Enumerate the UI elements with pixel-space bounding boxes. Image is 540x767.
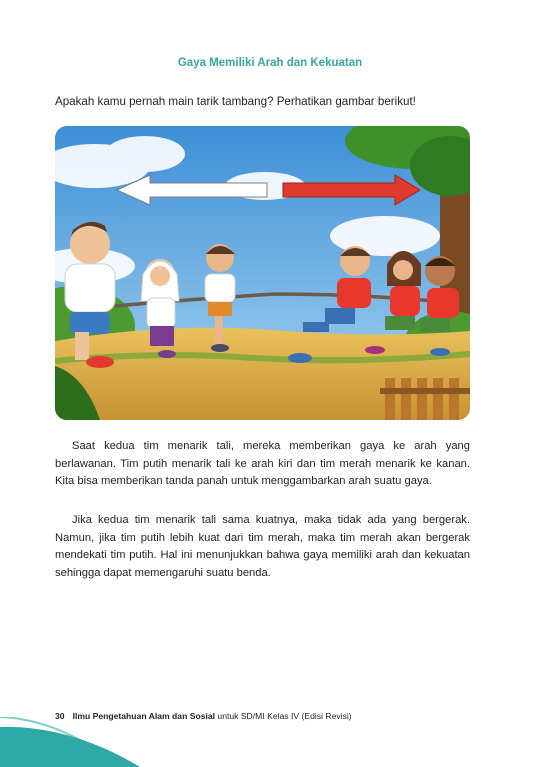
tug-of-war-illustration: [55, 126, 470, 420]
page-title: Gaya Memiliki Arah dan Kekuatan: [177, 57, 363, 69]
decorative-wave: [0, 717, 150, 767]
page-number: 30: [55, 711, 65, 721]
paragraph-1: Saat kedua tim menarik tali, mereka memberikan gaya ke arah yang berlawanan. Tim putih menarik tali ke arah kiri dan tim merah menarik ke kanan. Kita bisa memberikan tanda panah untuk menggambarkan arah suatu gaya.: [55, 440, 470, 487]
book-title: Ilmu Pengetahuan Alam dan Sosial: [72, 711, 216, 721]
intro-text: Apakah kamu pernah main tarik tambang? Perhatikan gambar berikut!: [55, 95, 416, 108]
paragraph-2: Jika kedua tim menarik tali sama kuatnya, maka tidak ada yang bergerak. Namun, jika tim putih lebih kuat dari tim merah, maka tim merah akan bergerak mendekati tim putih. Hal ini menunjukkan bahwa gaya memiliki arah dan kekuatan sehingga dapat memengaruhi suatu benda.: [55, 514, 470, 579]
fence: [380, 378, 470, 420]
book-subtitle: untuk SD/MI Kelas IV (Edisi Revisi): [215, 711, 352, 721]
